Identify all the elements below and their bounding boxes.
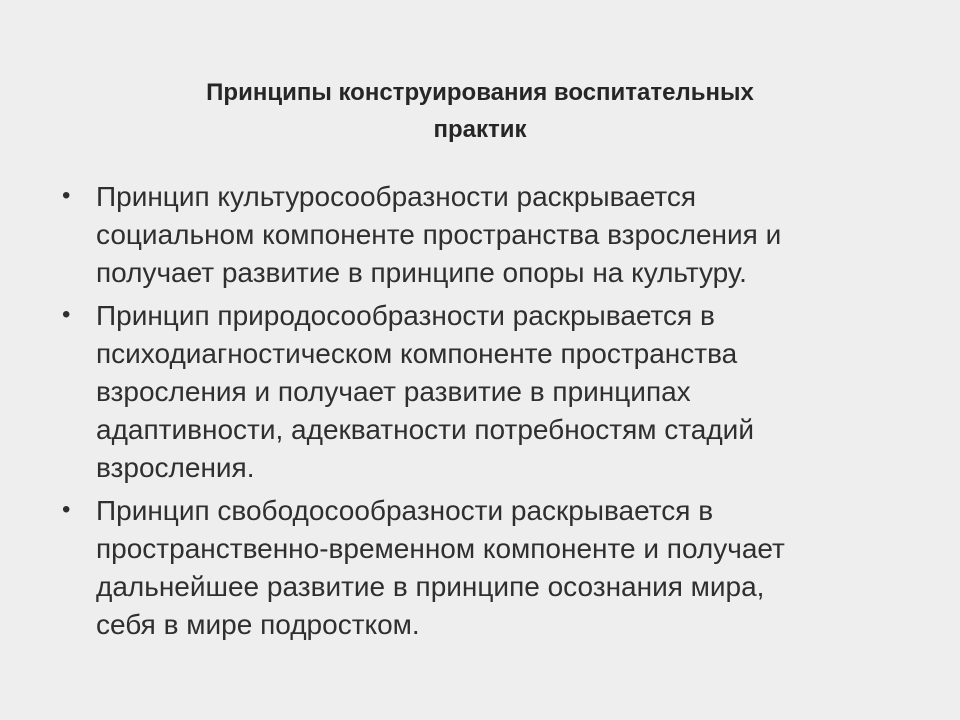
bullet-line: психодиагностическом компоненте пространства: [96, 338, 738, 369]
principle-text-natural: [96, 297, 908, 487]
slide-title-line-1: Принципы конструирования воспитательных: [206, 79, 754, 106]
bullet-line: дальнейшее развитие в принципе осознания мира,: [96, 571, 765, 602]
bullet-line: получает развитие в принципе опоры на культуру.: [96, 257, 747, 288]
bullet-line: Принцип культуросообразности раскрывается: [96, 181, 697, 212]
principle-text-freedom: [96, 492, 908, 644]
bullet-line: пространственно-временном компоненте и получает: [96, 533, 785, 564]
bullet-line: Принцип природосообразности раскрывается в: [96, 300, 715, 331]
bullet-icon: •: [62, 301, 71, 328]
slide-title-line-2: практик: [433, 116, 527, 143]
principle-item-cultural: [58, 178, 908, 292]
bullet-line: социальном компоненте пространства взросления и: [96, 219, 782, 250]
principle-text-cultural: [96, 178, 908, 292]
bullet-line: взросления и получает развитие в принципах: [96, 376, 691, 407]
slide-title: [80, 74, 880, 148]
bullet-icon: •: [62, 182, 71, 209]
principle-item-freedom: [58, 492, 908, 644]
principle-item-natural: [58, 297, 908, 487]
bullet-line: взросления.: [96, 452, 255, 483]
bullet-icon: •: [62, 496, 71, 523]
bullet-line: себя в мире подростком.: [96, 609, 420, 640]
principles-bullet-list: [58, 178, 908, 649]
bullet-line: Принцип свободосообразности раскрывается в: [96, 495, 714, 526]
bullet-line: адаптивности, адекватности потребностям стадий: [96, 414, 754, 445]
